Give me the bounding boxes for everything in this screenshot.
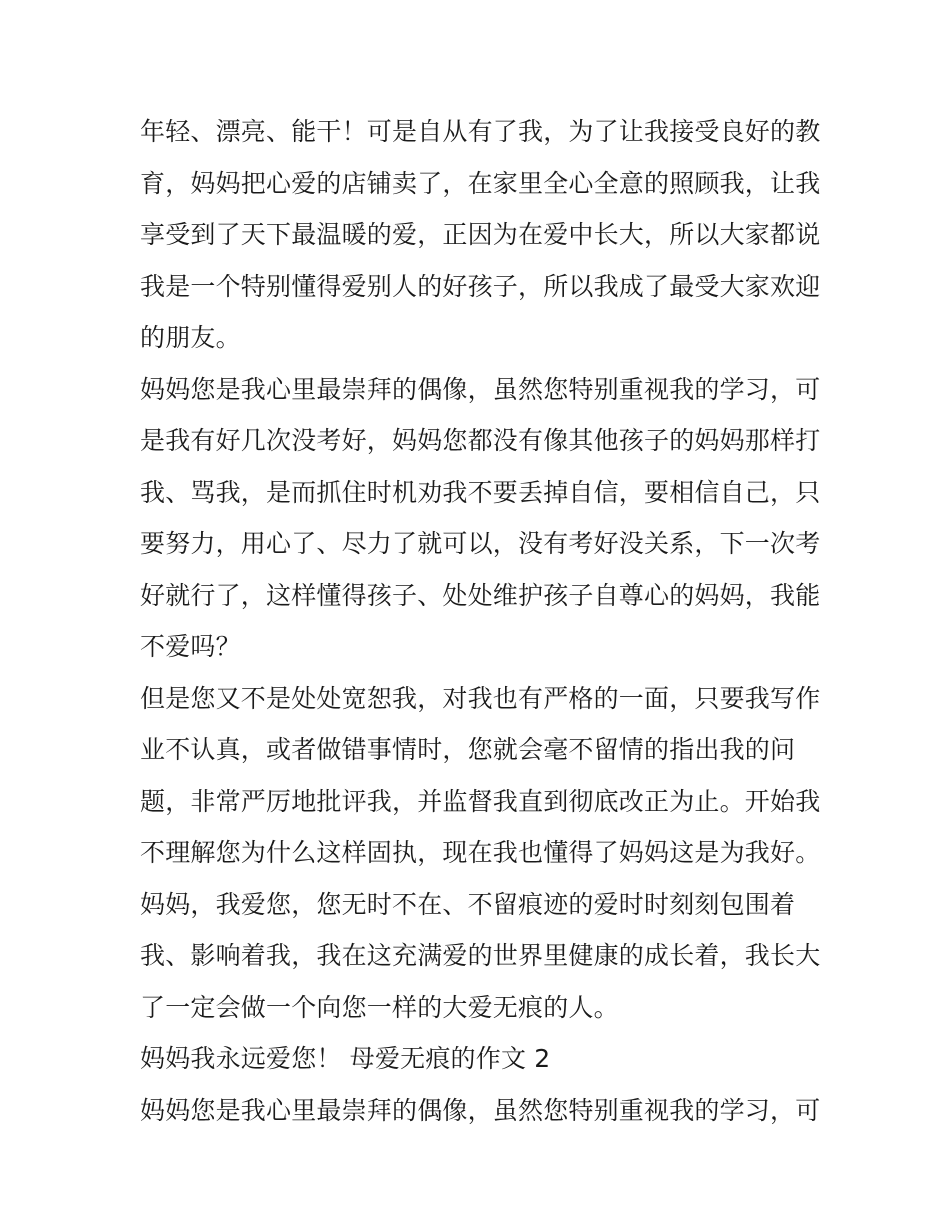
- text-line: 的朋友。: [140, 323, 241, 352]
- text-line: 我、影响着我，我在这充满爱的世界里健康的成长着，我长大: [140, 941, 821, 970]
- essay-text: [140, 106, 820, 1136]
- text-line: 妈妈您是我心里最崇拜的偶像，虽然您特别重视我的学习，可: [140, 1095, 821, 1125]
- text-line: 我、骂我，是而抓住时机劝我不要丢掉自信，要相信自己，只: [140, 477, 821, 507]
- text-line: 好就行了，这样懂得孩子、处处维护孩子自尊心的妈妈，我能: [140, 580, 821, 610]
- text-line: 妈妈您是我心里最崇拜的偶像，虽然您特别重视我的学习，可: [140, 374, 821, 404]
- text-line: 题，非常严厉地批评我，并监督我直到彻底改正为止。开始我: [140, 786, 821, 816]
- text-line: 不理解您为什么这样固执，现在我也懂得了妈妈这是为我好。: [140, 838, 821, 867]
- text-line: 了一定会做一个向您一样的大爱无痕的人。: [140, 992, 619, 1022]
- text-line: 妈妈，我爱您，您无时不在、不留痕迹的爱时时刻刻包围着: [140, 889, 796, 919]
- text-line: 年轻、漂亮、能干！可是自从有了我，为了让我接受良好的教: [140, 117, 821, 146]
- text-line: 育，妈妈把心爱的店铺卖了，在家里全心全意的照顾我，让我: [140, 168, 821, 198]
- text-line: 业不认真，或者做错事情时，您就会毫不留情的指出我的问: [140, 735, 796, 764]
- text-line: 要努力，用心了、尽力了就可以，没有考好没关系，下一次考: [140, 529, 821, 558]
- text-line: 是我有好几次没考好，妈妈您都没有像其他孩子的妈妈那样打: [140, 426, 821, 455]
- text-line: 享受到了天下最温暖的爱，正因为在爱中长大，所以大家都说: [140, 220, 821, 249]
- text-line: 我是一个特别懂得爱别人的好孩子，所以我成了最受大家欢迎: [140, 271, 821, 301]
- text-line: 但是您又不是处处宽恕我，对我也有严格的一面，只要我写作: [140, 683, 821, 713]
- section-heading-line: 妈妈我永远爱您！ 母爱无痕的作文 2: [140, 1044, 551, 1073]
- text-line: 不爱吗？: [140, 632, 241, 661]
